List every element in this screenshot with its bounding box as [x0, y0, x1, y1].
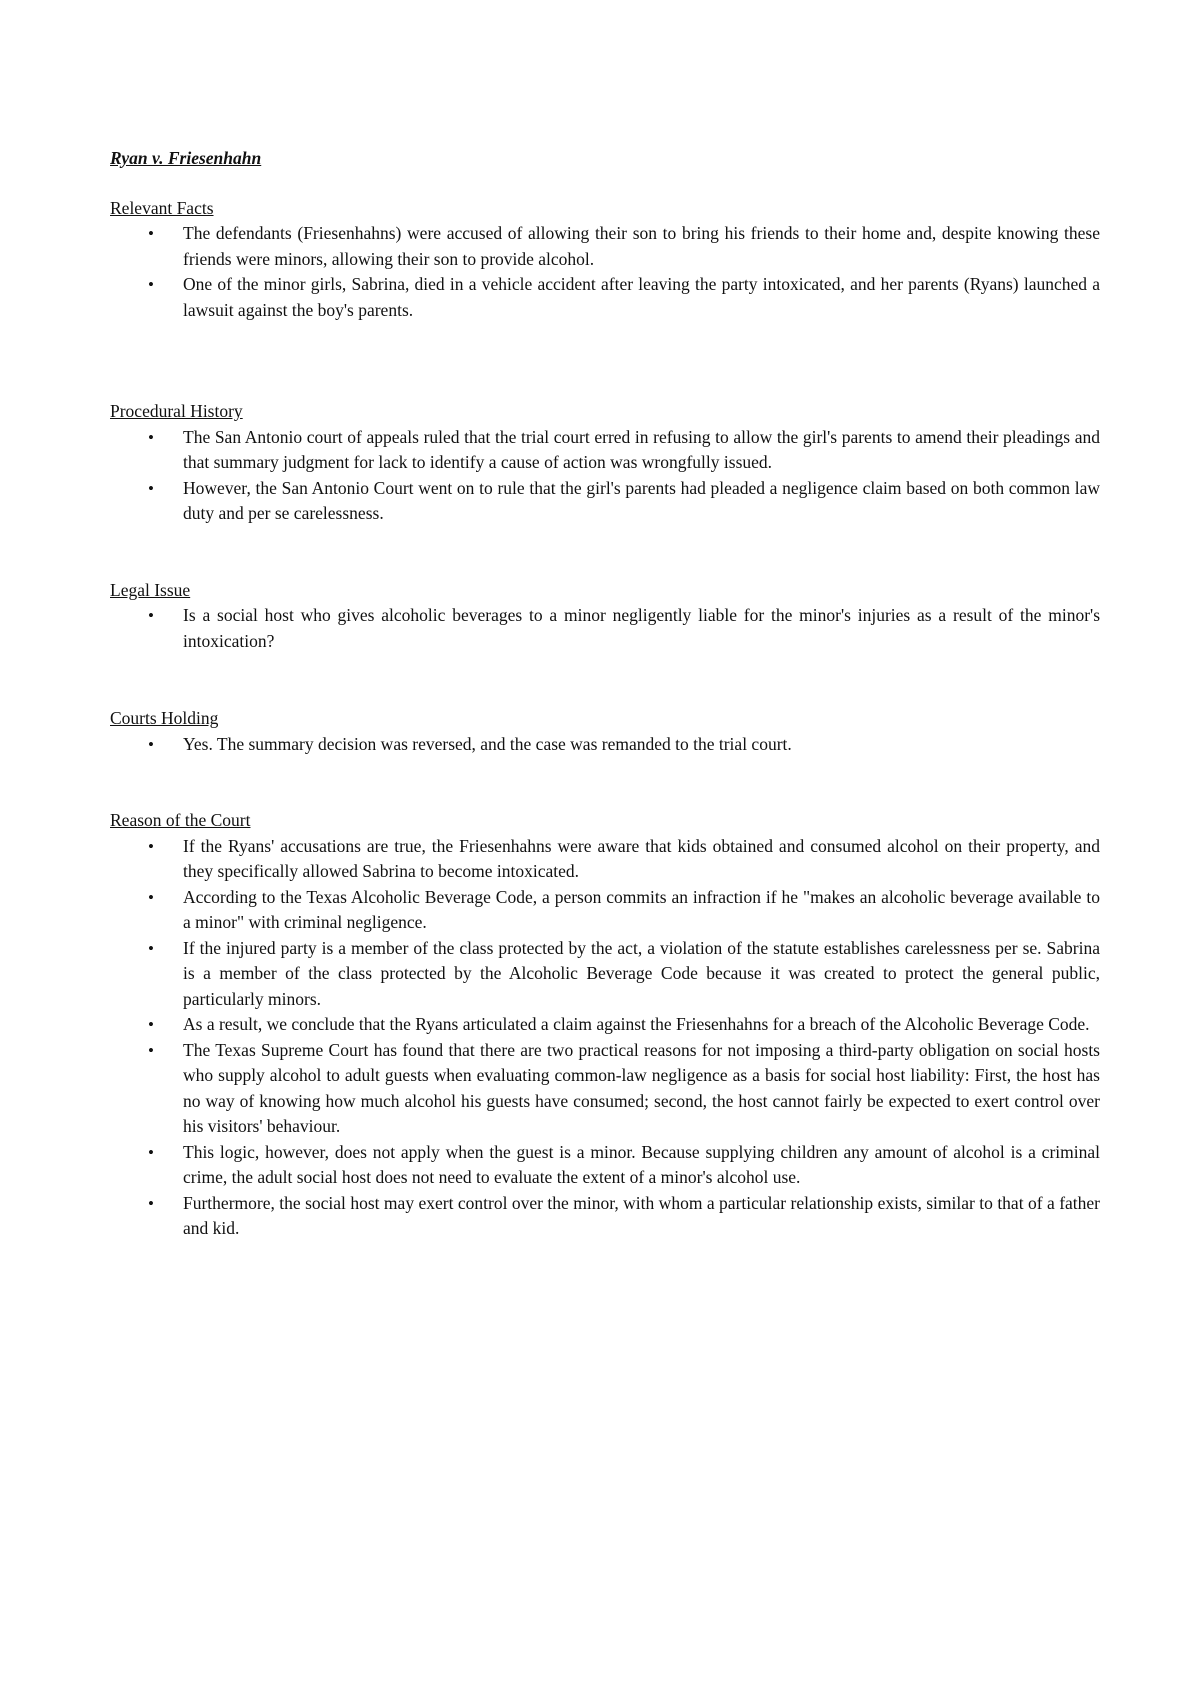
section-legal-issue [110, 578, 1100, 655]
list-item-text: The Texas Supreme Court has found that there are two practical reasons for not imposing a third-party obligation on social hosts who supply alcohol to adult guests when evaluating common-law negligence as a basis for social host liability: First, the host has no way of knowing how much alcohol his guests have consumed; second, the host cannot fairly be expected to exert control over his visitors' behaviour. [183, 1039, 1100, 1136]
list-item [110, 476, 1100, 527]
section-heading: Relevant Facts [110, 197, 214, 218]
list-item-text: One of the minor girls, Sabrina, died in a vehicle accident after leaving the party intoxicated, and her parents (Ryans) launched a lawsuit against the boy's parents. [183, 274, 1100, 320]
list-item [110, 732, 1100, 758]
bullet-icon: • [148, 1040, 154, 1060]
list-item-text: If the Ryans' accusations are true, the Friesenhahns were aware that kids obtained and consumed alcohol on their property, and they specifically allowed Sabrina to become intoxicated. [183, 835, 1100, 881]
list-item-text: The San Antonio court of appeals ruled that the trial court erred in refusing to allow the girl's parents to amend their pleadings and that summary judgment for lack to identify a cause of action was wrongfully issued. [183, 426, 1100, 472]
list-item [110, 1012, 1100, 1038]
list-item [110, 221, 1100, 272]
bullet-icon: • [148, 734, 154, 754]
list-item [110, 885, 1100, 936]
bullet-list [110, 221, 1100, 323]
section-procedural-history [110, 399, 1100, 527]
spacer [110, 654, 1100, 706]
bullet-icon: • [148, 1193, 154, 1213]
list-item-text: As a result, we conclude that the Ryans articulated a claim against the Friesenhahns for a breach of the Alcoholic Beverage Code. [183, 1014, 1090, 1034]
bullet-list [110, 425, 1100, 527]
list-item-text: However, the San Antonio Court went on to rule that the girl's parents had pleaded a negligence claim based on both common law duty and per se carelessness. [183, 477, 1100, 523]
list-item [110, 1140, 1100, 1191]
list-item [110, 1038, 1100, 1140]
list-item [110, 272, 1100, 323]
bullet-icon: • [148, 478, 154, 498]
bullet-icon: • [148, 1142, 154, 1162]
list-item-text: The defendants (Friesenhahns) were accused of allowing their son to bring his friends to their home and, despite knowing these friends were minors, allowing their son to provide alcohol. [183, 223, 1100, 269]
list-item-text: According to the Texas Alcoholic Beverage Code, a person commits an infraction if he "makes an alcoholic beverage available to a minor" with criminal negligence. [183, 886, 1100, 932]
list-item-text: Furthermore, the social host may exert control over the minor, with whom a particular relationship exists, similar to that of a father and kid. [183, 1192, 1100, 1238]
spacer [110, 757, 1100, 808]
list-item [110, 1191, 1100, 1242]
spacer [110, 527, 1100, 578]
section-relevant-facts [110, 196, 1100, 324]
list-item [110, 834, 1100, 885]
document-title: Ryan v. Friesenhahn [110, 148, 262, 168]
bullet-list [110, 732, 1100, 758]
section-courts-holding [110, 706, 1100, 757]
bullet-list [110, 834, 1100, 1242]
section-heading: Courts Holding [110, 708, 219, 728]
section-reason-of-the-court [110, 808, 1100, 1242]
bullet-icon: • [148, 938, 154, 958]
list-item-text: Yes. The summary decision was reversed, and the case was remanded to the trial court. [183, 733, 792, 754]
list-item-text: Is a social host who gives alcoholic beverages to a minor negligently liable for the minor's injuries as a result of the minor's intoxication? [183, 605, 1100, 651]
document-page [110, 146, 1100, 1242]
bullet-list [110, 603, 1100, 654]
list-item [110, 425, 1100, 476]
list-item [110, 603, 1100, 654]
section-heading: Legal Issue [110, 579, 191, 600]
list-item-text: If the injured party is a member of the class protected by the act, a violation of the statute establishes carelessness per se. Sabrina is a member of the class protected by the Alcoholic Beverage Code because it was created to protect the general public, particularly minors. [183, 937, 1100, 1009]
section-heading: Procedural History [110, 401, 243, 421]
bullet-icon: • [148, 224, 154, 243]
bullet-icon: • [148, 427, 154, 447]
bullet-icon: • [148, 1015, 154, 1034]
list-item-text: This logic, however, does not apply when the guest is a minor. Because supplying children any amount of alcohol is a criminal crime, the adult social host does not need to evaluate the extent of a minor's alcohol use. [183, 1141, 1100, 1187]
bullet-icon: • [148, 836, 154, 856]
bullet-icon: • [148, 606, 154, 625]
bullet-icon: • [148, 887, 154, 907]
list-item [110, 936, 1100, 1013]
section-heading: Reason of the Court [110, 810, 251, 830]
spacer [110, 323, 1100, 399]
bullet-icon: • [148, 275, 154, 294]
